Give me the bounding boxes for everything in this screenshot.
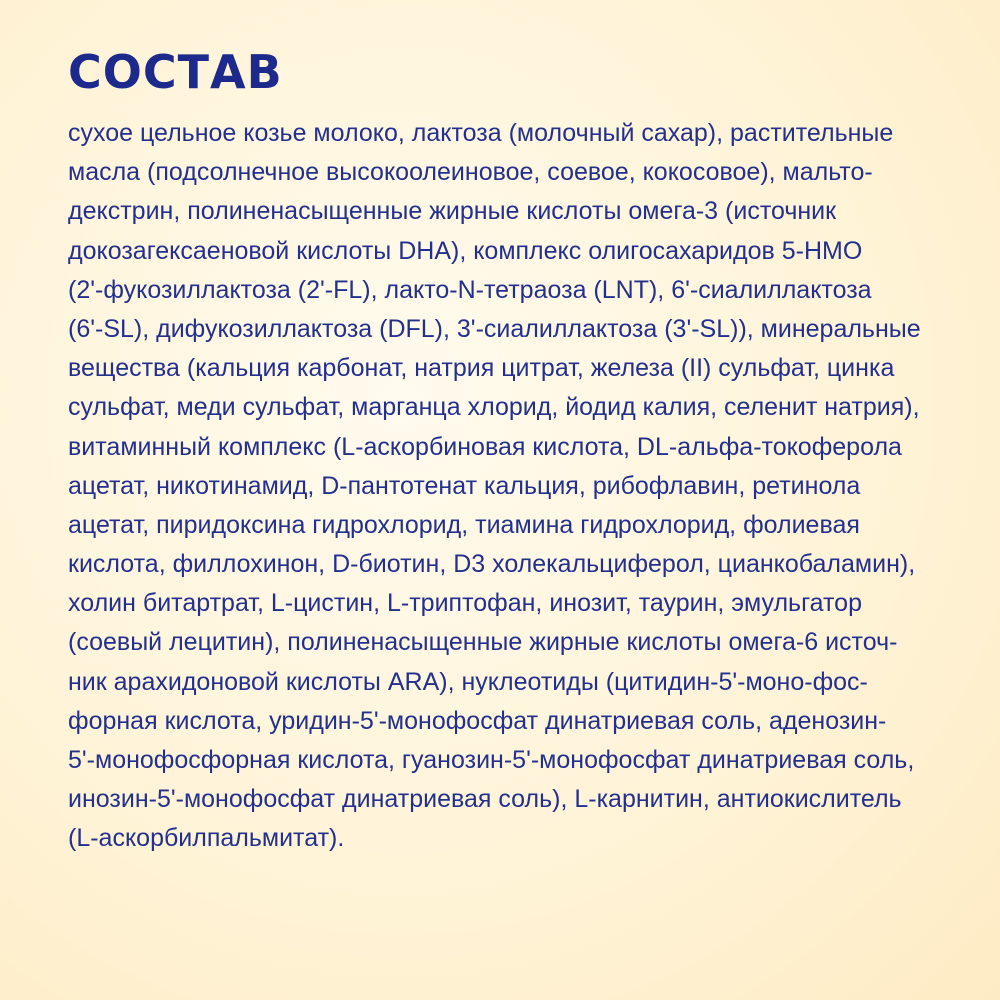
composition-line: сухое цельное козье молоко, лактоза (молочный сахар), растительные <box>68 119 894 147</box>
composition-line: холин битартрат, L-цистин, L-триптофан, инозит, таурин, эмульгатор <box>68 589 862 618</box>
composition-line: ацетат, пиридоксина гидрохлорид, тиамина гидрохлорид, фолиевая <box>68 510 860 539</box>
composition-line: декстрин, полиненасыщенные жирные кислоты омега-3 (источник <box>68 197 837 226</box>
page-title: СОСТАВ <box>68 45 283 99</box>
composition-line: витаминный комплекс (L-аскорбиновая кислота, DL-альфа-токоферола <box>68 432 902 461</box>
composition-line: сульфат, меди сульфат, марганца хлорид, йодид калия, селенит натрия), <box>68 393 920 422</box>
composition-line: ацетат, никотинамид, D-пантотенат кальция, рибофлавин, ретинола <box>68 471 861 500</box>
composition-line: (соевый лецитин), полиненасыщенные жирные кислоты омега-6 источ- <box>68 628 898 657</box>
composition-line: кислота, филлохинон, D-биотин, D3 холекальциферол, цианкобаламин), <box>68 550 916 579</box>
composition-line: (2'-фукозиллактоза (2'-FL), лакто-N-тетраоза (LNT), 6'-сиалиллактоза <box>68 275 872 304</box>
composition-line: (6'-SL), дифукозиллактоза (DFL), 3'-сиалиллактоза (3'-SL)), минеральные <box>68 314 921 343</box>
composition-text <box>68 114 948 859</box>
composition-line: масла (подсолнечное высокоолеиновое, соевое, кокосовое), мальто- <box>68 158 873 187</box>
composition-line: 5'-монофосфорная кислота, гуанозин-5'-монофосфат динатриевая соль, <box>68 746 915 774</box>
composition-line: ник арахидоновой кислоты ARA), нуклеотиды (цитидин-5'-моно-фос- <box>68 667 868 696</box>
composition-line: форная кислота, уридин-5'-монофосфат динатриевая соль, аденозин- <box>68 706 887 735</box>
composition-line: вещества (кальция карбонат, натрия цитрат, железа (II) сульфат, цинка <box>68 354 895 383</box>
composition-line: докозагексаеновой кислоты DHA), комплекс олигосахаридов 5-HMO <box>68 236 863 265</box>
composition-line: (L-аскорбилпальмитат). <box>68 824 345 853</box>
composition-line: инозин-5'-монофосфат динатриевая соль), L-карнитин, антиокислитель <box>68 785 902 814</box>
